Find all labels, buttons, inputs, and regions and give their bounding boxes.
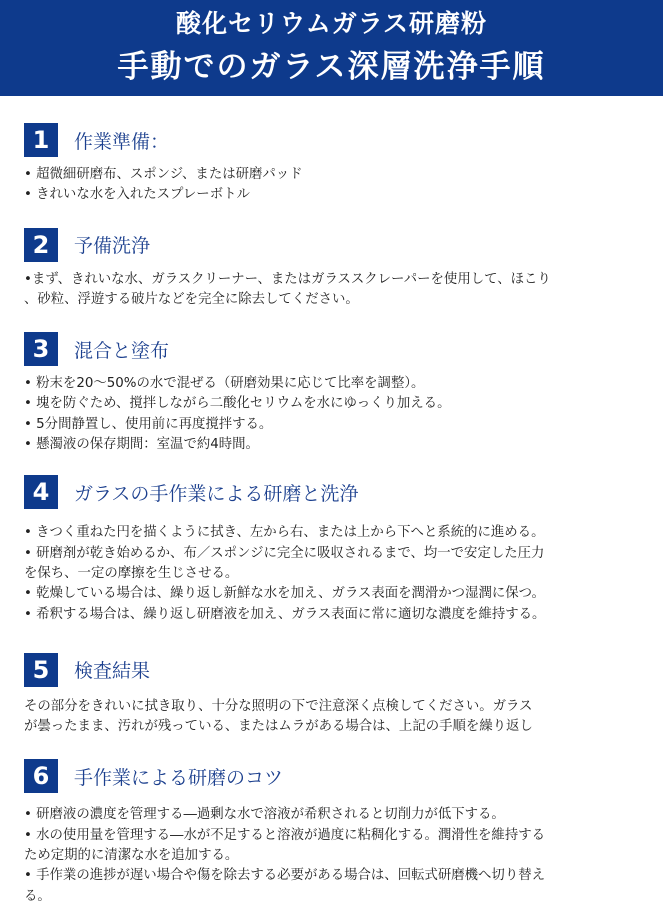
section-title: 作業準備： <box>74 130 170 153</box>
body-line: ため定期的に清潔な水を追加する。 <box>24 848 239 864</box>
body-line: その部分をきれいに拭き取り、十分な照明の下で注意深く点検してください。ガラス <box>24 698 533 714</box>
section-4 <box>24 475 641 624</box>
body-line: 、砂粒、浮遊する破片などを完全に除去してください。 <box>24 291 359 307</box>
section-5 <box>24 653 641 738</box>
body-line: る。 <box>24 888 51 904</box>
section-2-header <box>24 228 641 262</box>
title-banner <box>0 0 663 96</box>
body-line: が曇ったまま、汚れが残っている、またはムラがある場合は、上記の手順を繰り返し <box>24 719 533 735</box>
section-body <box>24 374 641 455</box>
section-body <box>24 805 641 906</box>
step-number-badge: 4 <box>24 475 58 509</box>
section-title: 手作業による研磨のコツ <box>74 766 284 789</box>
body-line: • 超微細研磨布、スポンジ、または研磨パッド <box>24 167 303 182</box>
body-line: • 塊を防ぐため、撹拌しながら二酸化セリウムを水にゆっくり加える。 <box>24 396 451 412</box>
section-body <box>24 697 641 738</box>
body-line: •まず、きれいな水、ガラスクリーナー、またはガラススクレーパーを使用して、ほこり <box>24 271 551 287</box>
body-line: • きつく重ねた円を描くように拭き、左から右、または上から下へと系統的に進める。 <box>24 525 545 541</box>
body-line: • 乾燥している場合は、繰り返し新鮮な水を加え、ガラス表面を潤滑かつ湿潤に保つ。 <box>24 586 545 602</box>
body-line: • 研磨液の濃度を管理する―過剰な水で溶液が希釈されると切削力が低下する。 <box>24 807 505 823</box>
section-1-header <box>24 123 641 157</box>
section-body <box>24 165 641 206</box>
section-5-header <box>24 653 641 687</box>
section-6 <box>24 759 641 906</box>
section-3 <box>24 332 641 455</box>
section-title: ガラスの手作業による研磨と洗浄 <box>74 482 359 505</box>
body-line: • 懸濁液の保存期間：室温で約4時間。 <box>24 437 259 453</box>
instructions <box>0 123 663 907</box>
section-title: 混合と塗布 <box>74 339 170 362</box>
body-line: • 水の使用量を管理する―水が不足すると溶液が過度に粘稠化する。潤滑性を維持する <box>24 827 545 843</box>
step-number-badge: 5 <box>24 653 58 687</box>
title-line-1: 酸化セリウムガラス研磨粉 <box>175 9 487 38</box>
body-line: • 粉末を20～50%の水で混ぜる（研磨効果に応じて比率を調整）。 <box>24 376 425 392</box>
title-line-2: 手動でのガラス深層洗浄手順 <box>117 49 546 85</box>
section-4-header <box>24 475 641 509</box>
section-1 <box>24 123 641 206</box>
body-line: • 手作業の進捗が遅い場合や傷を除去する必要がある場合は、回転式研磨機へ切り替え <box>24 868 545 884</box>
section-body <box>24 270 641 311</box>
body-line: を保ち、一定の摩擦を生じさせる。 <box>24 565 239 581</box>
section-title: 予備洗浄 <box>74 235 151 258</box>
section-2 <box>24 228 641 311</box>
body-line: • 研磨剤が乾き始めるか、布／スポンジに完全に吸収されるまで、均一で安定した圧力 <box>24 545 545 561</box>
section-3-header <box>24 332 641 366</box>
step-number-badge: 1 <box>24 123 58 157</box>
step-number-badge: 3 <box>24 332 58 366</box>
body-line: • 希釈する場合は、繰り返し研磨液を加え、ガラス表面に常に適切な濃度を維持する。 <box>24 606 546 622</box>
step-number-badge: 6 <box>24 759 58 793</box>
section-6-header <box>24 759 641 793</box>
body-line: • きれいな水を入れたスプレーボトル <box>24 187 250 203</box>
section-body <box>24 523 641 624</box>
section-title: 検査結果 <box>74 660 151 683</box>
body-line: • 5分間静置し、使用前に再度撹拌する。 <box>24 416 273 432</box>
step-number-badge: 2 <box>24 228 58 262</box>
